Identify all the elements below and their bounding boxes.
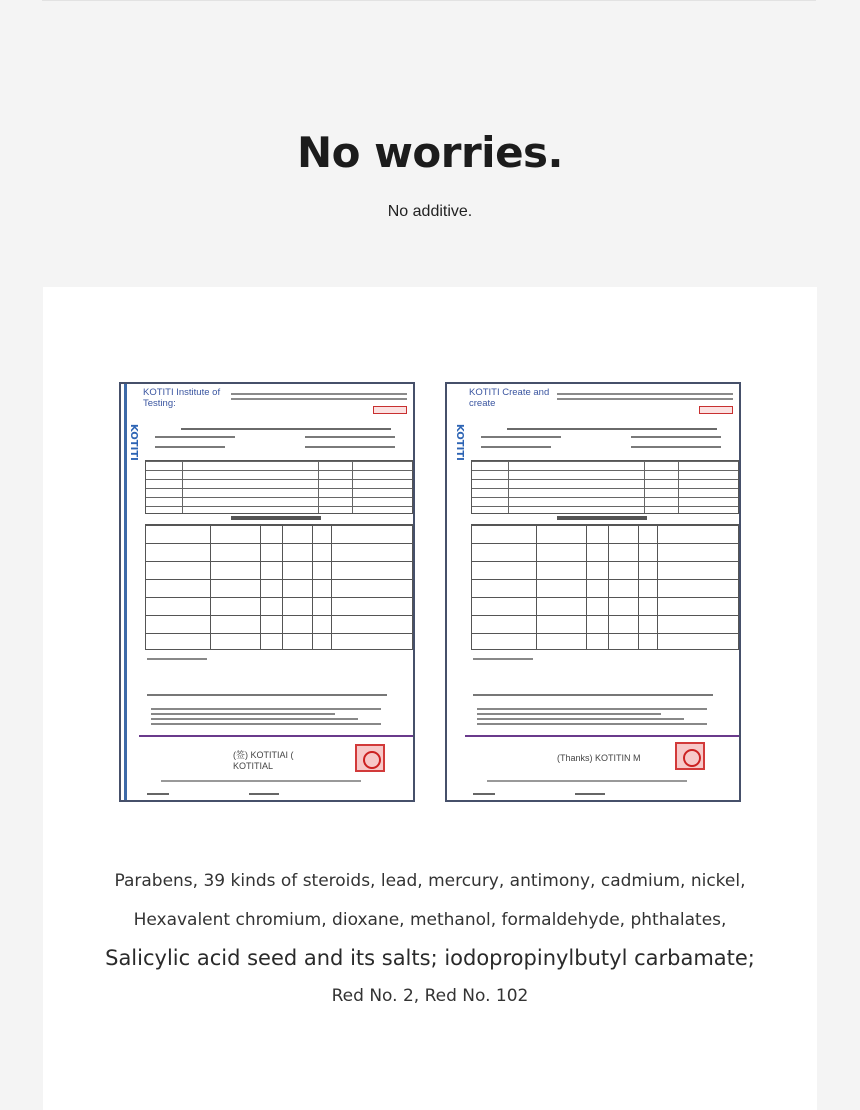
certificate-form-code <box>147 793 169 795</box>
certificate-page-number <box>575 793 605 795</box>
sample-info-table <box>471 460 739 514</box>
results-title <box>557 516 647 520</box>
certificate-meta <box>155 436 401 454</box>
certificate-tagline <box>231 390 407 404</box>
certificate-address <box>161 780 361 782</box>
brand-logo: KOTITI <box>128 424 139 461</box>
certificate-notes <box>151 708 381 738</box>
certificate-page-number <box>249 793 279 795</box>
certificate-reference <box>507 428 717 430</box>
certificate-divider <box>465 735 741 737</box>
certificate-footnote <box>473 658 533 660</box>
official-seal-icon <box>355 744 385 772</box>
certificate-test-items <box>147 694 387 696</box>
certificate-notes <box>477 708 707 738</box>
sample-info-table <box>145 460 413 514</box>
certificate-issuer: KOTITI Create and create <box>469 387 550 409</box>
ingredient-line-3: Salicylic acid seed and its salts; iodopropinylbutyl carbamate; <box>105 946 755 970</box>
test-results-table <box>145 524 413 650</box>
certificate-form-code <box>473 793 495 795</box>
certificate-issuer: KOTITI Institute of Testing: <box>143 387 221 409</box>
ingredient-line-1: Parabens, 39 kinds of steroids, lead, mercury, antimony, cadmium, nickel, <box>114 871 746 891</box>
test-certificate-1 <box>119 382 415 802</box>
certificate-signature: (Thanks) KOTITIN M <box>557 753 641 763</box>
certificate-signature: (签) KOTITIAI ( KOTITIAL <box>233 750 294 771</box>
official-seal-icon <box>675 742 705 770</box>
results-title <box>231 516 321 520</box>
test-certificate-2 <box>445 382 741 802</box>
certificate-footnote <box>147 658 207 660</box>
headline: No worries. <box>296 128 564 177</box>
certificate-stamp <box>373 406 407 414</box>
certificate-address <box>487 780 687 782</box>
certificate-tagline <box>557 390 733 404</box>
certificate-stamp <box>699 406 733 414</box>
certificate-reference <box>181 428 391 430</box>
ingredient-line-4: Red No. 2, Red No. 102 <box>331 986 529 1006</box>
certificate-meta <box>481 436 727 454</box>
certificate-divider <box>139 735 415 737</box>
ingredient-line-2: Hexavalent chromium, dioxane, methanol, formaldehyde, phthalates, <box>133 910 727 930</box>
certificate-test-items <box>473 694 713 696</box>
brand-logo: KOTITI <box>454 424 465 461</box>
test-results-table <box>471 524 739 650</box>
subheadline: No additive. <box>387 203 473 220</box>
top-divider <box>42 0 816 1</box>
